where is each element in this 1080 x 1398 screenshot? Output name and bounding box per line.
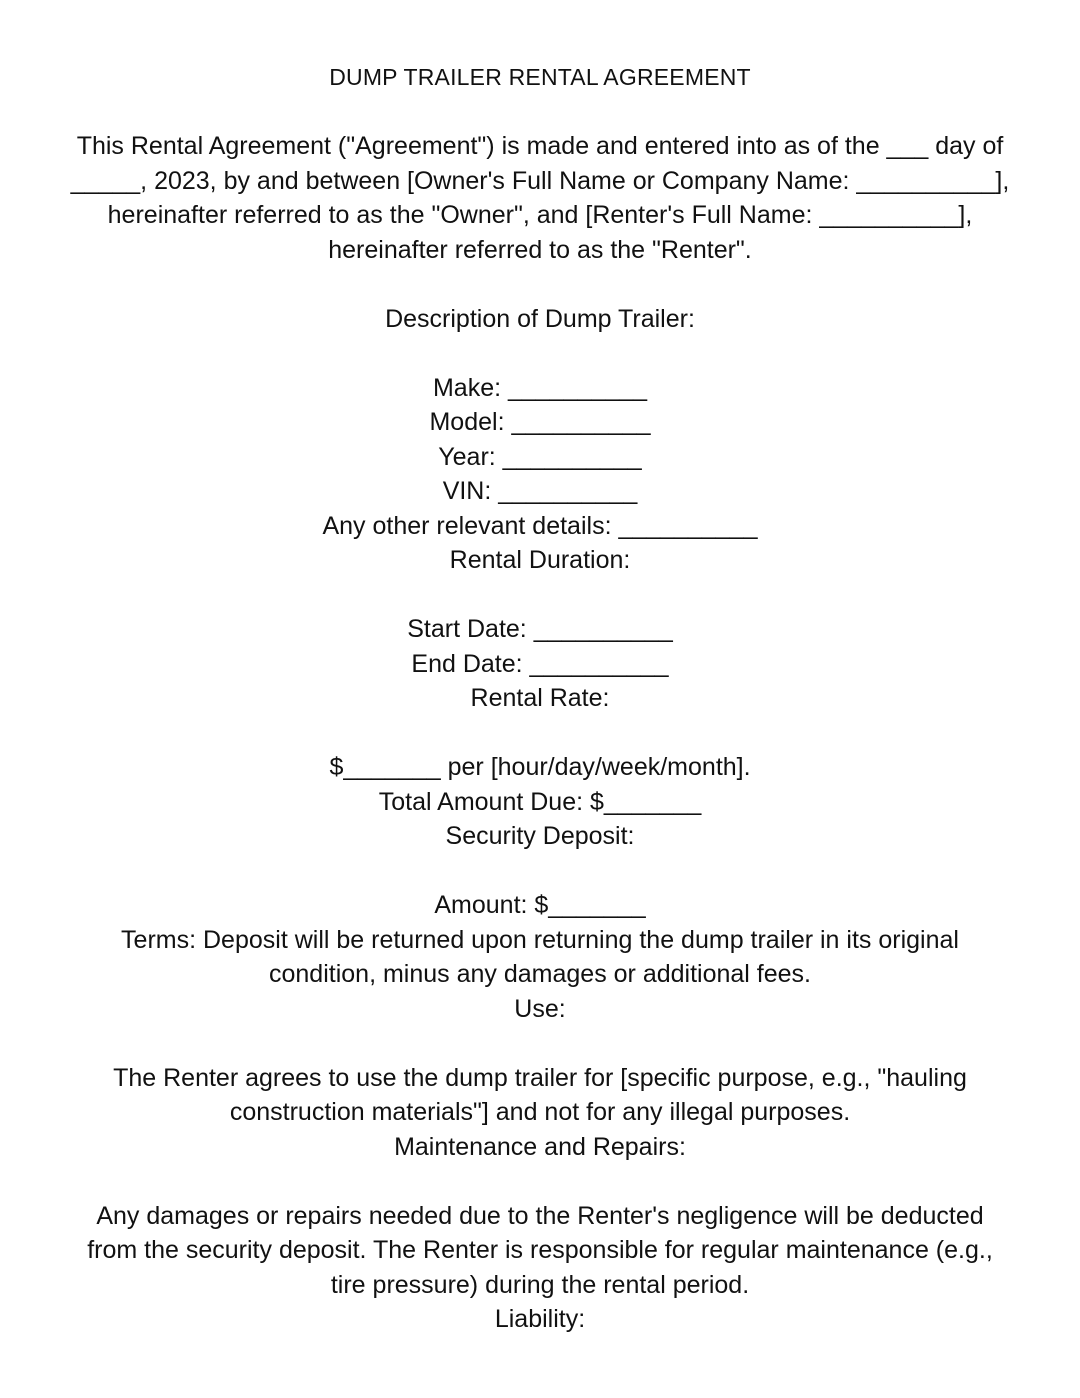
intro-line: _____, 2023, by and between [Owner's Full Name or Company Name: __________],	[70, 166, 1010, 195]
deposit-amount-field: Amount: $_______	[434, 891, 646, 919]
other-details-field: Any other relevant details: __________	[322, 511, 758, 540]
year-field: Year: __________	[438, 442, 642, 471]
deposit-terms-line: Terms: Deposit will be returned upon returning the dump trailer in its original	[121, 925, 959, 954]
deposit-terms-line: condition, minus any damages or additional fees.	[269, 960, 811, 988]
description-heading: Description of Dump Trailer:	[385, 304, 695, 333]
spacer	[40, 578, 1040, 613]
model-field: Model: __________	[429, 408, 651, 436]
spacer	[40, 716, 1040, 751]
maintenance-body-line: from the security deposit. The Renter is responsible for regular maintenance (e.g.,	[87, 1236, 993, 1264]
intro-paragraph	[40, 129, 1040, 267]
spacer	[40, 95, 1040, 130]
intro-line: This Rental Agreement ("Agreement") is made and entered into as of the ___ day of	[76, 132, 1004, 160]
use-heading: Use:	[514, 994, 566, 1023]
spacer	[40, 1164, 1040, 1199]
maintenance-body-line: tire pressure) during the rental period.	[330, 1270, 750, 1299]
vin-field: VIN: __________	[442, 477, 638, 505]
end-date-field: End Date: __________	[411, 649, 669, 678]
intro-line: hereinafter referred to as the "Renter".	[328, 235, 752, 264]
agreement-document	[40, 60, 1040, 1337]
spacer	[40, 267, 1040, 302]
duration-heading: Rental Duration:	[449, 546, 631, 574]
document-title: DUMP TRAILER RENTAL AGREEMENT	[329, 64, 751, 90]
total-amount-field: Total Amount Due: $_______	[378, 787, 702, 816]
rate-per-field: $_______ per [hour/day/week/month].	[329, 753, 751, 781]
make-field: Make: __________	[432, 373, 648, 402]
deposit-heading: Security Deposit:	[445, 822, 635, 850]
rate-heading: Rental Rate:	[470, 684, 610, 712]
maintenance-body-line: Any damages or repairs needed due to the Renter's negligence will be deducted	[96, 1201, 984, 1230]
spacer	[40, 854, 1040, 889]
spacer	[40, 336, 1040, 371]
use-body-line: construction materials"] and not for any illegal purposes.	[229, 1098, 851, 1126]
use-body-line: The Renter agrees to use the dump trailer for [specific purpose, e.g., "hauling	[113, 1063, 967, 1092]
intro-line: hereinafter referred to as the "Owner", and [Renter's Full Name: __________],	[107, 201, 973, 229]
maintenance-heading: Maintenance and Repairs:	[394, 1132, 686, 1161]
spacer	[40, 1026, 1040, 1061]
liability-heading: Liability:	[494, 1305, 586, 1333]
start-date-field: Start Date: __________	[407, 615, 673, 643]
